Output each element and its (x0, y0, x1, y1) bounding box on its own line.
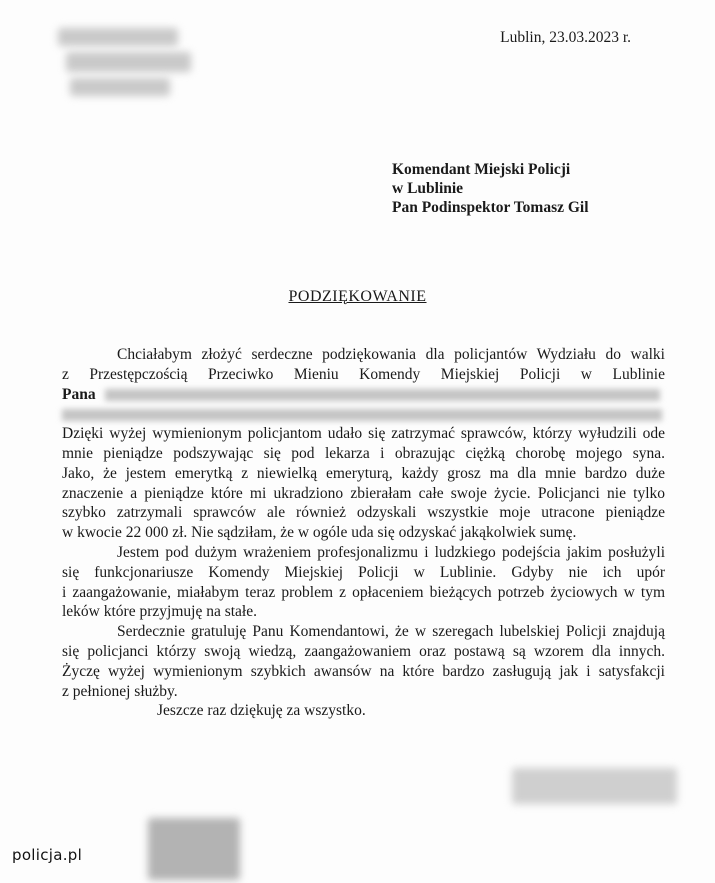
p1-line-3 (62, 385, 665, 405)
recipient-block (392, 160, 589, 217)
p3-line-3: Życzę wyżej wymienionym szybkich awansów na które bardzo zasługują jak i satysfakcji (62, 662, 665, 680)
p2-line-1: Jestem pod dużym wrażeniem profesjonalizmu i ludzkiego podejścia jakim posłużyli (117, 543, 665, 561)
redacted-stamp (148, 818, 240, 880)
p2-line-2: się funkcjonariusze Komendy Miejskiej Policji w Lublinie. Gdyby nie ich upór (62, 563, 665, 581)
redacted-sender-line-1 (58, 28, 178, 46)
watermark-logo: policja.pl (12, 846, 83, 864)
p1-line-2: z Przestępczością Przeciwko Mieniu Komendy Miejskiej Policji w Lublinie (62, 365, 665, 383)
redacted-names-1 (105, 389, 660, 401)
recipient-line-1: Komendant Miejski Policji (392, 161, 571, 178)
p1-line-4 (62, 404, 665, 424)
p1-line-7: Jako, że jestem emerytką z niewielką emeryturą, każdy grosz ma dla mnie bardzo duże (62, 464, 665, 482)
p4-line-1: Jeszcze raz dziękuję za wszystko. (157, 702, 366, 720)
p1-line-6: mnie pieniądze podszywając się pod lekarza i obrazując ciężką chorobę mojego syna. (62, 444, 665, 462)
redacted-sender-line-3 (70, 78, 170, 96)
p1-line-5: Dzięki wyżej wymienionym policjantom udało się zatrzymać sprawców, którzy wyłudzili ode (62, 425, 665, 443)
letter-body (62, 345, 665, 721)
p1-line-1: Chciałabym złożyć serdeczne podziękowania dla policjantów Wydziału do walki (117, 346, 665, 363)
p1-line-10: w kwocie 22 000 zł. Nie sądziłam, że w ogóle uda się odzyskać jakąkolwiek sumę. (62, 524, 577, 542)
p1-line-8: znaczenie a pieniądze które mi ukradziono zbierałam całe swoje życie. Policjanci nie tylko (62, 484, 665, 502)
p3-line-1: Serdecznie gratuluję Panu Komendantowi, że w szeregach lubelskiej Policji znajdują (117, 623, 665, 641)
p2-line-3: i zaangażowanie, miałabym teraz problem z opłaceniem bieżących potrzeb życiowych w tym (62, 583, 665, 601)
redacted-sender-line-2 (66, 52, 191, 72)
redacted-signature (512, 768, 677, 804)
p2-line-4: leków które przyjmuję na stałe. (62, 603, 257, 621)
p3-line-4: z pełnionej służby. (62, 682, 178, 700)
p1-line-9: szybko zatrzymali sprawców ale również odzyskali wszystkie moje utracone pieniądze (62, 504, 665, 522)
letter-date: Lublin, 23.03.2023 r. (500, 29, 631, 46)
recipient-line-2: w Lublinie (392, 180, 464, 197)
redacted-names-2 (62, 409, 662, 421)
recipient-line-3: Pan Podinspektor Tomasz Gil (392, 199, 589, 216)
p3-line-2: się policjanci którzy swoją wiedzą, zaangażowaniem oraz postawą są wzorem dla innych. (62, 642, 665, 660)
letter-title: PODZIĘKOWANIE (288, 288, 427, 305)
p1-line-3-bold: Pana (62, 385, 96, 403)
